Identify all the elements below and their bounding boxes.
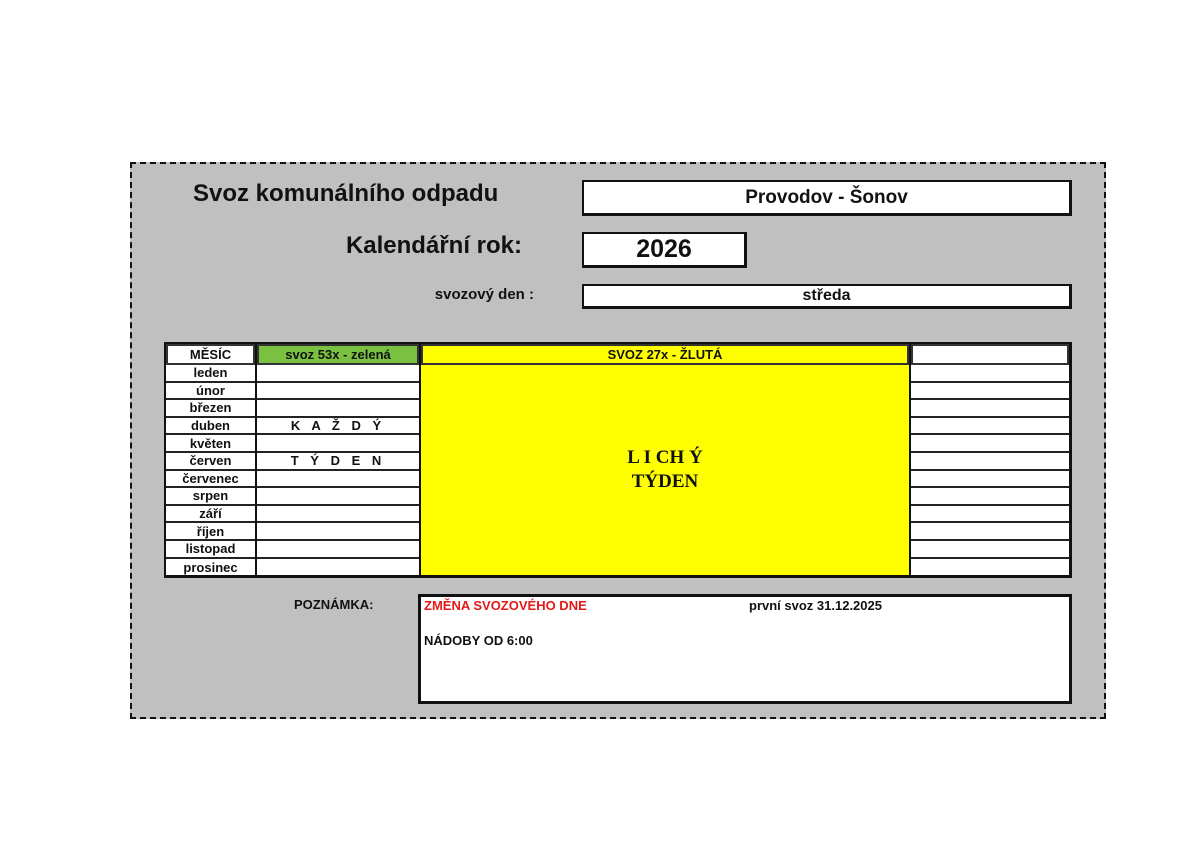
green-cell	[257, 541, 419, 559]
green-cell	[257, 471, 419, 489]
schedule-table	[164, 342, 1072, 578]
page-title: Svoz komunálního odpadu	[193, 180, 499, 207]
extra-cell	[911, 523, 1069, 541]
extra-cell	[911, 365, 1069, 383]
month-column	[166, 344, 257, 575]
extra-cell	[911, 488, 1069, 506]
note-box[interactable]	[418, 594, 1072, 704]
month-cell: leden	[166, 365, 255, 383]
extra-cell	[911, 541, 1069, 559]
green-cell	[257, 435, 419, 453]
year-value: 2026	[636, 235, 692, 263]
green-cell	[257, 488, 419, 506]
green-cell	[257, 365, 419, 383]
month-cell: srpen	[166, 488, 255, 506]
bins-time-note: NÁDOBY OD 6:00	[424, 633, 533, 648]
month-cell: březen	[166, 400, 255, 418]
extra-cell	[911, 418, 1069, 436]
extra-cell	[911, 453, 1069, 471]
month-cell: květen	[166, 435, 255, 453]
first-collection-note: první svoz 31.12.2025	[749, 598, 882, 613]
month-cell: duben	[166, 418, 255, 436]
extra-cell	[911, 559, 1069, 577]
extra-column	[909, 344, 1069, 575]
extra-cell	[911, 471, 1069, 489]
month-cell: únor	[166, 383, 255, 401]
green-cell	[257, 400, 419, 418]
yellow-column	[421, 344, 909, 575]
green-column	[257, 344, 421, 575]
locality-value: Provodov - Šonov	[745, 186, 908, 208]
collection-day-value: středa	[802, 287, 851, 304]
month-header: MĚSÍC	[166, 344, 255, 365]
extra-cell	[911, 435, 1069, 453]
year-field[interactable]	[582, 232, 747, 268]
extra-header	[911, 344, 1069, 365]
month-cell: říjen	[166, 523, 255, 541]
green-cell	[257, 523, 419, 541]
month-cell: září	[166, 506, 255, 524]
yellow-header: SVOZ 27x - ŽLUTÁ	[421, 344, 909, 365]
collection-day-field[interactable]	[582, 284, 1072, 309]
note-label: POZNÁMKA:	[294, 597, 374, 612]
month-cell: červenec	[166, 471, 255, 489]
extra-cell	[911, 400, 1069, 418]
month-cell: červen	[166, 453, 255, 471]
extra-cell	[911, 506, 1069, 524]
month-cell: prosinec	[183, 559, 238, 575]
odd-week-line2: TÝDEN	[631, 471, 699, 492]
collection-day-label: svozový den :	[434, 286, 534, 303]
odd-week-line1: L I CH Ý	[627, 447, 703, 468]
green-cell: T Ý D E N	[257, 453, 419, 471]
extra-cell	[911, 383, 1069, 401]
change-notice: ZMĚNA SVOZOVÉHO DNE	[424, 598, 587, 613]
green-cell	[257, 506, 419, 524]
green-cell	[257, 559, 419, 577]
green-header: svoz 53x - zelená	[257, 344, 419, 365]
yellow-merged-cell	[421, 365, 909, 575]
month-cell: listopad	[166, 541, 255, 559]
locality-field[interactable]	[582, 180, 1072, 216]
green-cell: K A Ž D Ý	[257, 418, 419, 436]
green-cell	[257, 383, 419, 401]
year-label: Kalendářní rok:	[345, 232, 522, 259]
